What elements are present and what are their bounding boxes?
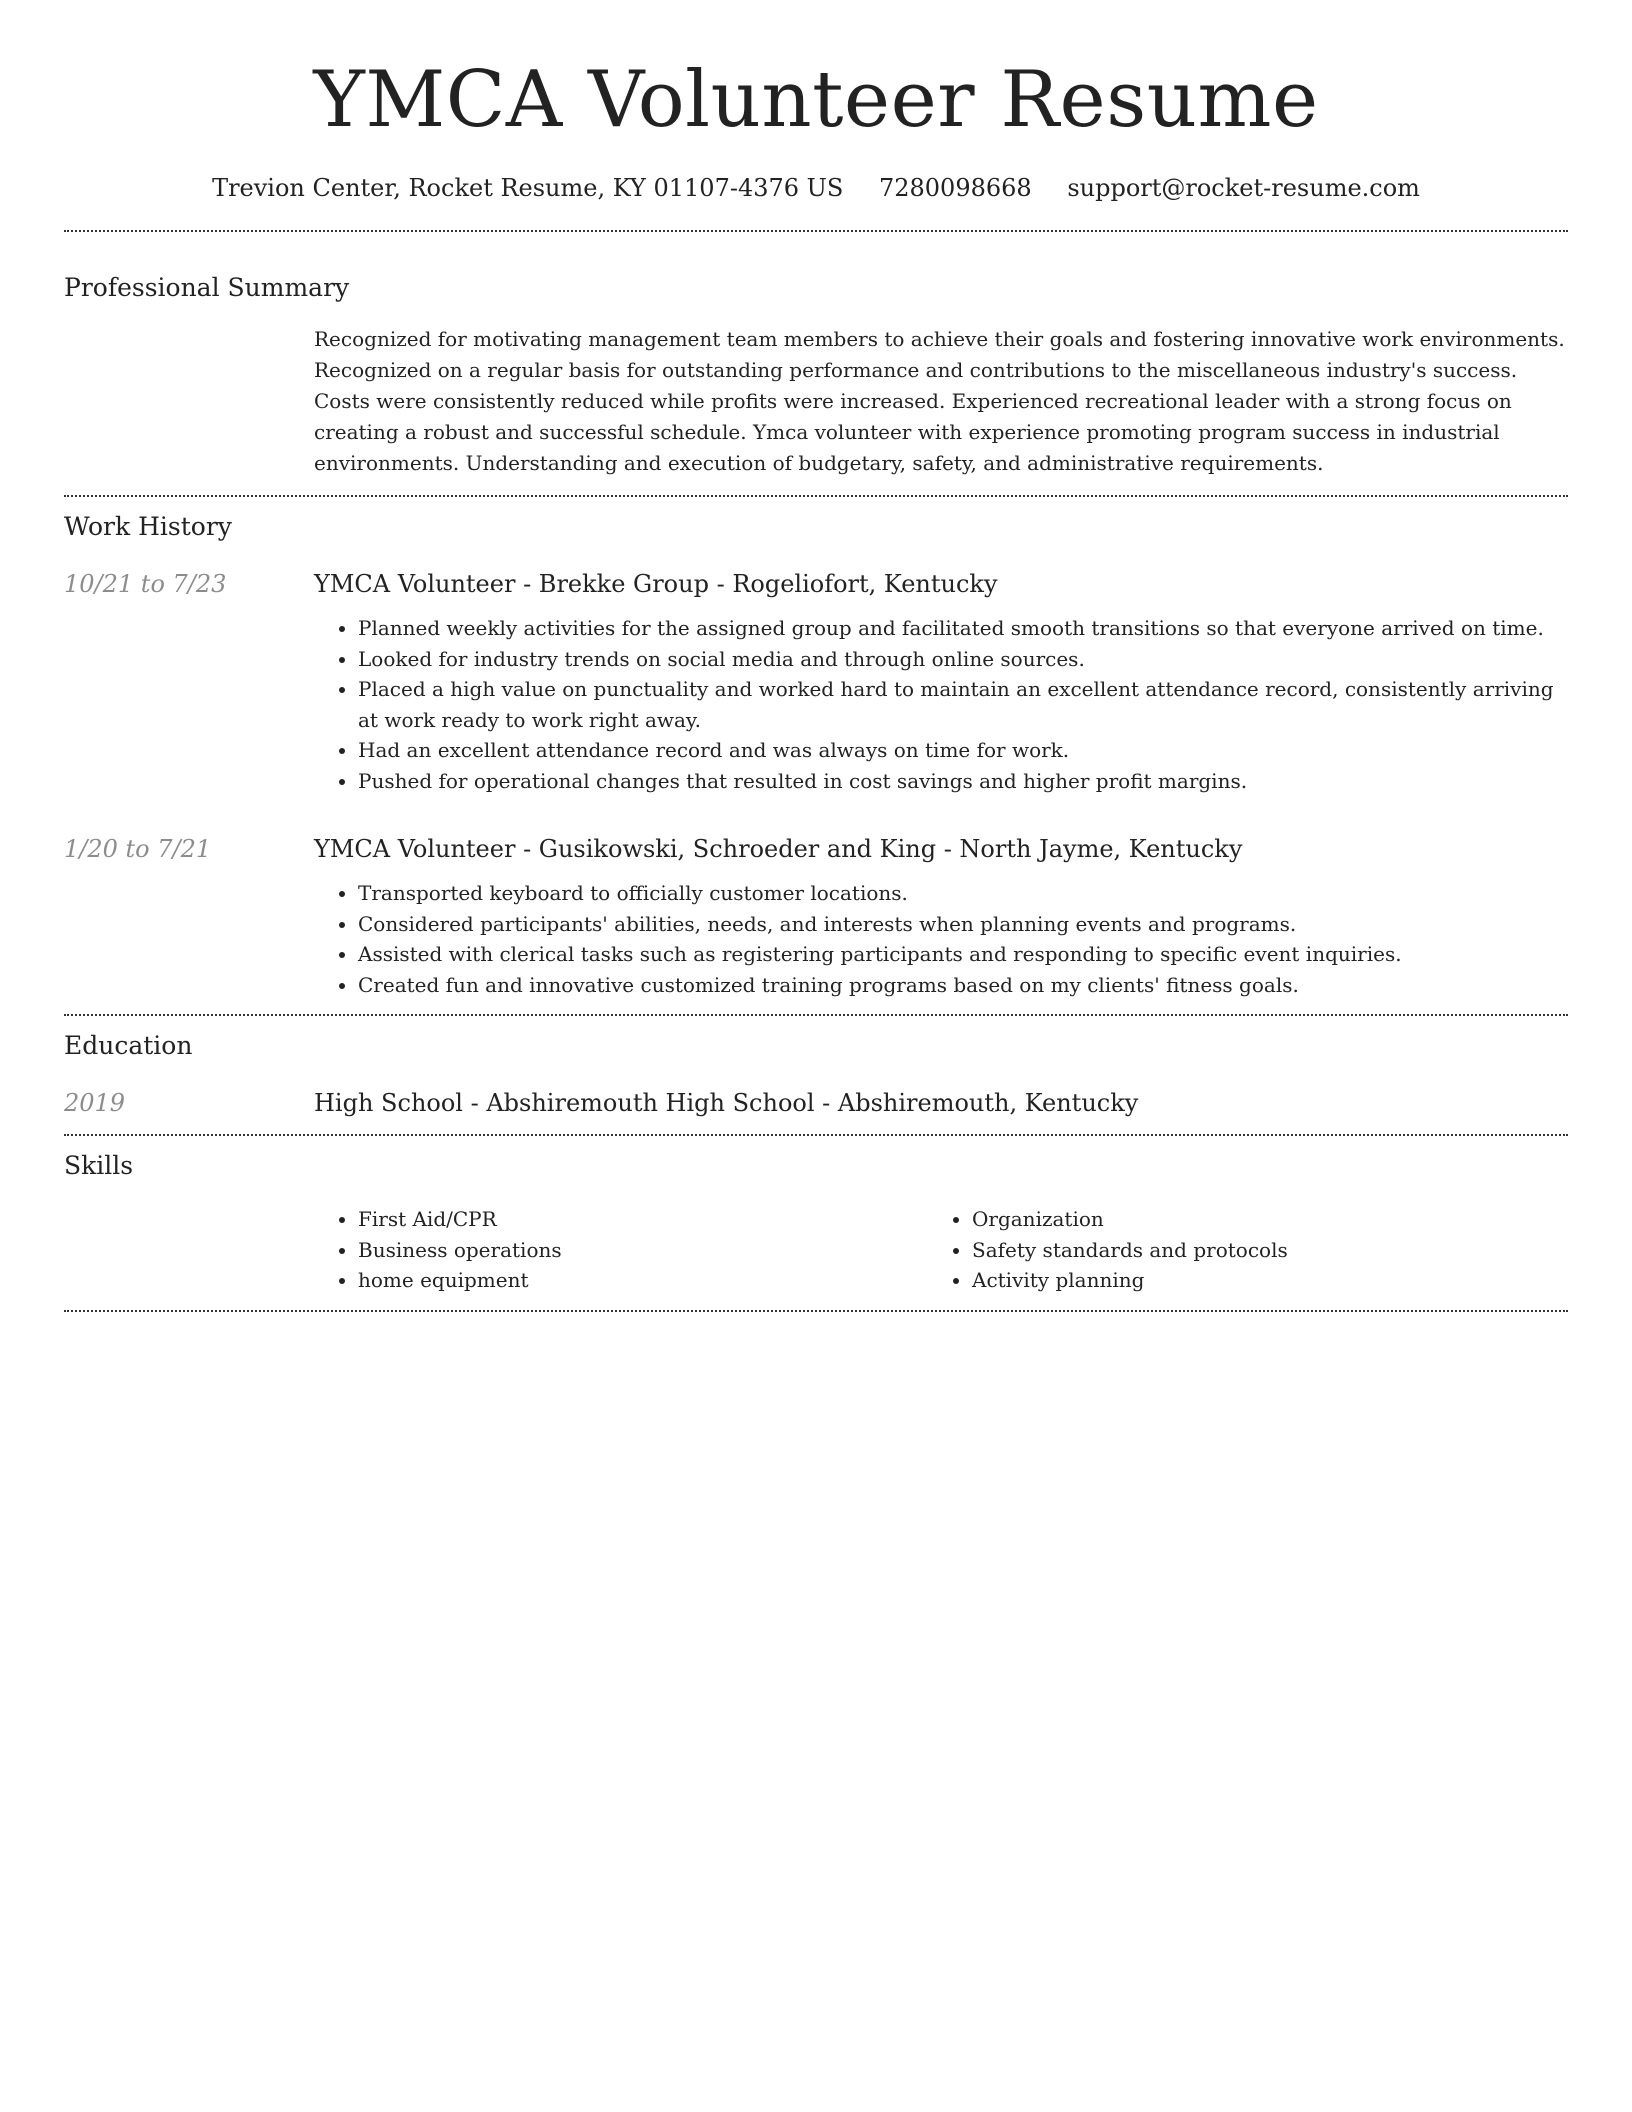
job-title: YMCA Volunteer - Gusikowski, Schroeder and King - North Jayme, Kentucky (314, 835, 1243, 863)
skill-item: • home equipment (358, 1265, 928, 1296)
education-date: 2019 (64, 1089, 126, 1117)
skills-list (314, 1204, 1568, 1296)
contact-info (64, 172, 1568, 204)
section-divider (64, 1310, 1568, 1312)
job-bullet: • Considered participants' abilities, needs, and interests when planning events and programs. (358, 909, 1568, 940)
job-entry (64, 832, 1568, 1000)
job-bullet: • Planned weekly activities for the assigned group and facilitated smooth transitions so that everyone arrived on time. (358, 613, 1568, 644)
section-divider (64, 495, 1568, 497)
skill-item: • Activity planning (972, 1265, 1512, 1296)
summary-text: Recognized for motivating management team members to achieve their goals and fostering innovative work environments. Recognized on a regular basis for outstanding performance and contributions to the miscellaneous industry's success. Costs were consistently reduced while profits were increased. Experienced recreational leader with a strong focus on creating a robust and successful schedule. Ymca volunteer with experience promoting program success in industrial environments. Understanding and execution of budgetary, safety, and administrative requirements. (314, 327, 1565, 475)
job-body (314, 832, 1568, 1000)
job-bullet: • Looked for industry trends on social media and through online sources. (358, 644, 1568, 675)
skill-item: • First Aid/CPR (358, 1204, 928, 1235)
skills-column (314, 1204, 928, 1296)
job-date: 10/21 to 7/23 (64, 570, 227, 598)
skill-item: • Business operations (358, 1235, 928, 1266)
job-body (314, 567, 1568, 796)
job-bullet: • Created fun and innovative customized training programs based on my clients' fitness goals. (358, 970, 1568, 1001)
job-bullet: • Assisted with clerical tasks such as registering participants and responding to specific event inquiries. (358, 939, 1568, 970)
education-title: High School - Abshiremouth High School - Abshiremouth, Kentucky (314, 1089, 1139, 1117)
contact-address: Trevion Center, Rocket Resume, KY 01107-4376 US (212, 174, 844, 202)
job-entry (64, 567, 1568, 796)
skill-item: • Organization (972, 1204, 1512, 1235)
education-entry (64, 1086, 1568, 1120)
education-body (314, 1086, 1568, 1120)
job-bullets (314, 613, 1568, 796)
resume-title: YMCA Volunteer Resume (313, 55, 1319, 145)
job-title: YMCA Volunteer - Brekke Group - Rogeliofort, Kentucky (314, 570, 998, 598)
job-bullet: • Pushed for operational changes that resulted in cost savings and higher profit margins. (358, 766, 1568, 797)
job-bullet: • Placed a high value on punctuality and worked hard to maintain an excellent attendance record, consistently arriving at work ready to work right away. (358, 674, 1568, 735)
education-heading: Education (64, 1031, 193, 1060)
section-divider (64, 230, 1568, 232)
job-bullet: • Had an excellent attendance record and was always on time for work. (358, 735, 1568, 766)
skills-column (928, 1204, 1512, 1296)
contact-email: support@rocket-resume.com (1067, 174, 1420, 202)
skills-heading: Skills (64, 1151, 134, 1180)
job-date: 1/20 to 7/21 (64, 835, 212, 863)
job-bullet: • Transported keyboard to officially customer locations. (358, 878, 1568, 909)
skill-item: • Safety standards and protocols (972, 1235, 1512, 1266)
section-divider (64, 1014, 1568, 1016)
work-history-heading: Work History (64, 512, 232, 541)
job-bullets (314, 878, 1568, 1000)
summary-heading: Professional Summary (64, 273, 350, 302)
contact-phone: 7280098668 (878, 174, 1032, 202)
section-divider (64, 1134, 1568, 1136)
